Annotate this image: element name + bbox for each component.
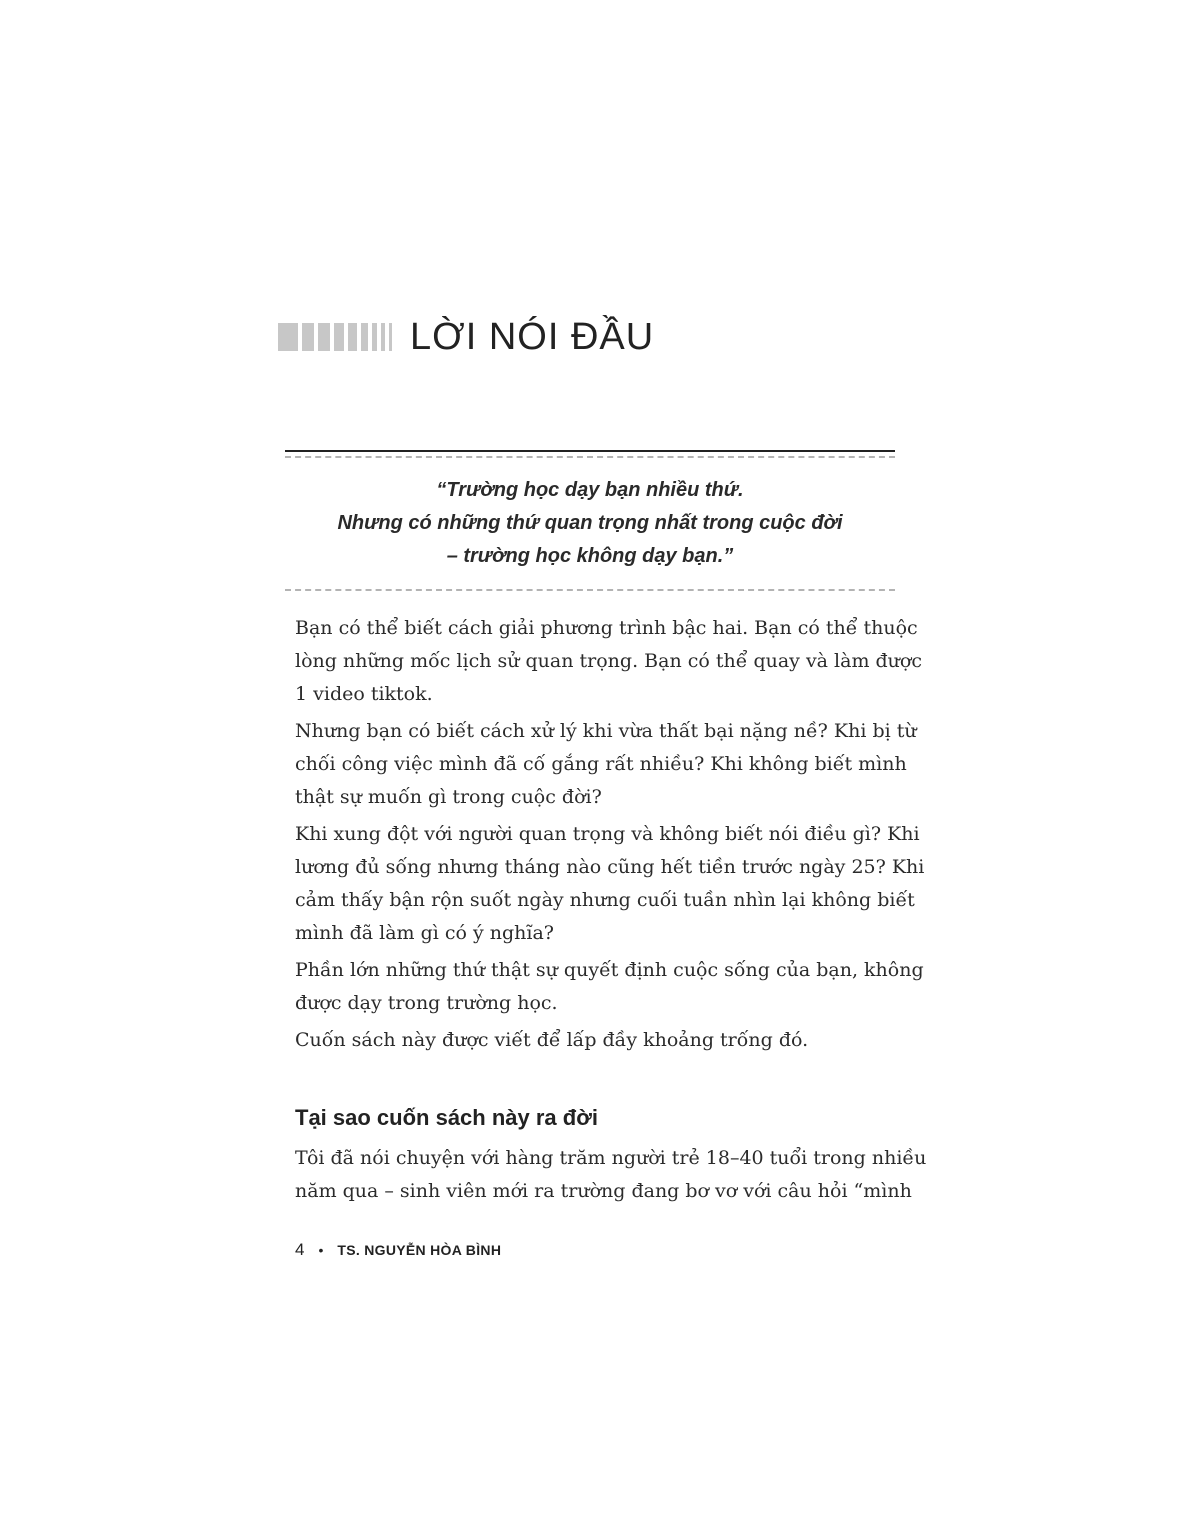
decoration-bar xyxy=(318,323,330,351)
heading-decoration-bars xyxy=(278,323,396,351)
epigraph-top-rule xyxy=(285,450,895,452)
text-line: được dạy trong trường học. xyxy=(295,992,558,1014)
text-line: lương đủ sống nhưng tháng nào cũng hết tiền trước ngày 25? Khi xyxy=(295,856,925,878)
text-line: Bạn có thể biết cách giải phương trình bậc hai. Bạn có thể thuộc xyxy=(295,617,918,639)
text-line: thật sự muốn gì trong cuộc đời? xyxy=(295,786,602,808)
chapter-title: LỜI NÓI ĐẦU xyxy=(410,316,655,358)
paragraph xyxy=(295,954,924,1020)
paragraph xyxy=(295,1024,897,1057)
text-line: chối công việc mình đã cố gắng rất nhiều? Khi không biết mình xyxy=(295,753,907,775)
text-line: Tôi đã nói chuyện với hàng trăm người trẻ 18–40 tuổi trong nhiều xyxy=(295,1147,927,1169)
section-heading: Tại sao cuốn sách này ra đời xyxy=(295,1105,598,1130)
footer-separator: • xyxy=(318,1242,324,1258)
text-line: Nhưng bạn có biết cách xử lý khi vừa thất bại nặng nề? Khi bị từ xyxy=(295,720,917,742)
epigraph-top-dashed-rule xyxy=(285,456,895,458)
text-line: 1 video tiktok. xyxy=(295,683,433,705)
decoration-bar xyxy=(278,323,298,351)
body-text xyxy=(295,612,925,1061)
text-line: cảm thấy bận rộn suốt ngày nhưng cuối tuần nhìn lại không biết xyxy=(295,889,915,911)
decoration-bar xyxy=(389,323,392,351)
text-line: lòng những mốc lịch sử quan trọng. Bạn có thể quay và làm được xyxy=(295,650,922,672)
text-line: Khi xung đột với người quan trọng và không biết nói điều gì? Khi xyxy=(295,823,920,845)
text-line: năm qua – sinh viên mới ra trường đang bơ vơ với câu hỏi “mình xyxy=(295,1180,912,1202)
epigraph-line: Nhưng có những thứ quan trọng nhất trong cuộc đời xyxy=(337,512,843,534)
author-name: TS. NGUYỄN HÒA BÌNH xyxy=(337,1242,502,1258)
paragraph xyxy=(295,818,925,950)
text-line: mình đã làm gì có ý nghĩa? xyxy=(295,922,554,944)
decoration-bar xyxy=(334,323,344,351)
decoration-bar xyxy=(348,323,357,351)
paragraph xyxy=(295,715,917,814)
epigraph-quote xyxy=(285,474,895,573)
decoration-bar xyxy=(381,323,385,351)
decoration-bar xyxy=(302,323,314,351)
decoration-bar xyxy=(372,323,377,351)
text-line: Phần lớn những thứ thật sự quyết định cuộc sống của bạn, không xyxy=(295,959,924,981)
epigraph-line: – trường học không dạy bạn.” xyxy=(446,545,734,567)
paragraph xyxy=(295,612,922,711)
decoration-bar xyxy=(361,323,368,351)
text-line: Cuốn sách này được viết để lấp đầy khoảng trống đó. xyxy=(295,1029,809,1051)
epigraph-bottom-dashed-rule xyxy=(285,589,895,591)
epigraph-line: “Trường học dạy bạn nhiều thứ. xyxy=(436,479,744,501)
section-text xyxy=(295,1142,927,1208)
page-number: 4 xyxy=(295,1240,305,1259)
chapter-heading xyxy=(278,312,654,362)
page-footer xyxy=(295,1240,501,1260)
